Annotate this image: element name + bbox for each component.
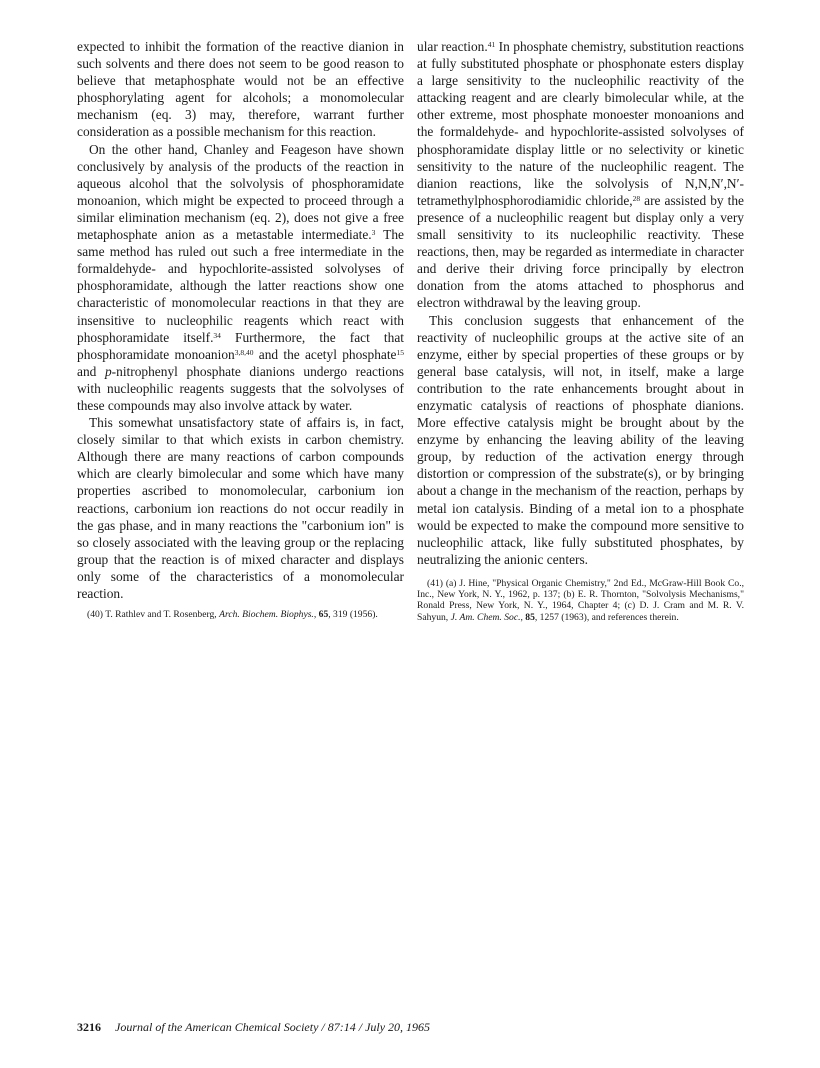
text-run: , 1257 (1963), and references therein. [534,611,679,623]
left-paragraph-1 [77,38,404,141]
text-run: (40) T. Rathlev and T. Rosenberg, [87,609,220,621]
text-run: (41) (a) J. Hine, "Physical Organic Chemistry," 2nd Ed., McGraw-Hill Book Co., Inc., New York, N. Y., 1962, p. 137; (b) E. R. Thornton, "Solvolysis Mechanisms," Ronald Press, New York, N. Y., 1964, Chapter 4; (c) D. J. Cram and M. R. V. Sahyun, [417,577,744,623]
page-footer [77,1020,430,1035]
text-run: ular reaction. [417,39,488,54]
left-paragraph-3 [77,414,404,602]
text-run: expected to inhibit the formation of the reactive dianion in such solvents and there does not seem to be good reason to believe that metaphosphate would not be an effective phosphorylating agent for alcohols; a monomolecular mechanism (eq. 3) may, therefore, warrant further consideration as a possible mechanism for this reaction. [77,39,404,140]
volume-number: 85 [525,611,535,623]
left-paragraph-2 [77,141,404,415]
page-number: 3216 [77,1020,101,1034]
text-run: and the acetyl phosphate [253,346,397,362]
volume-number: 65 [318,609,329,621]
text-run: The same method has ruled out such a free intermediate in the formaldehyde- and hypochlorite-assisted solvolyses of phosphoramidate, although the latter reactions show one characteristic of monomolecular reactions in that they are insensitive to nucleophilic reagents which react with phosphoramidate itself. [77,227,404,345]
footnote-40 [77,609,404,620]
ref-superscript: 15 [396,347,404,357]
ref-superscript: 34 [213,330,221,340]
text-run: are assisted by the presence of a nucleophilic reagent but display only a very small sensitivity to its nucleophilic reactivity. These reactions, then, may be regarded as intermediate in character and derive their driving force principally by electron donation from the atoms attached to phosphorus and electron withdrawal by the leaving group. [417,192,744,311]
text-run: This conclusion suggests that enhancement of the reactivity of nucleophilic groups at the active site of an enzyme, either by special properties of these groups or by general base catalysis, will not, in itself, make a large contribution to the rate enhancements brought about in enzymatic catalysis of reactions of phosphate dianions. More effective catalysis might be brought about by the enzyme by enhancing the leaving ability of the leaving group, by reduction of the activation energy through distortion or compression of the substrate(s), or by bringing about a change in the mechanism of the reaction, perhaps by metal ion catalysis. Binding of a metal ion to a phosphate would be expected to make the compound more sensitive to nucleophilic attack, like fully substituted phosphates, by neutralizing the anionic centers. [417,312,744,567]
journal-title: Journal of the American Chemical Society [115,1020,319,1034]
issue-info: / 87:14 / July 20, 1965 [318,1020,431,1034]
text-run: -nitrophenyl phosphate dianions undergo reactions with nucleophilic reagents suggests that the solvolyses of these compounds may also involve attack by water. [77,363,404,413]
right-paragraph-2 [417,312,744,568]
text-run: , 319 (1956). [328,609,378,621]
text-run: In phosphate chemistry, substitution reactions at fully substituted phosphate or phosphonate esters display a large sensitivity to the nucleophilic reactivity of the attacking reagent and are clearly bimolecular while, at the other extreme, most phosphate monoester monoanions and the formaldehyde- and hypochlorite-assisted solvolyses of phosphoramidate display little or no selectivity or kinetic sensitivity to the nature of the nucleophilic reagent. The dianion reactions, like the solvolysis of N,N,N′,N′-tetramethylphosphorodiamidic chloride, [417,39,744,208]
left-column [77,38,404,620]
ref-superscript: 28 [632,193,641,203]
text-run: , [313,609,319,621]
ref-superscript: 41 [487,40,496,49]
ref-superscript: 3 [371,228,376,238]
journal-name: Arch. Biochem. Biophys. [219,609,314,621]
italic-prefix: p [104,363,112,379]
text-run: Furthermore, the fact that phosphoramidate monoanion [77,329,404,362]
text-run: This somewhat unsatisfactory state of affairs is, in fact, closely similar to that which exists in carbon chemistry. Although there are many reactions of carbon compounds which are clearly bimolecular and some which have many properties ascribed to monomolecular, carbonium ion reactions, carbonium ion reactions do not occur readily in the gas phase, and in many reactions the "carbonium ion" is so closely associated with the leaving group or the replacing group that the reaction is of mixed character and displays only some of the characteristics of a monomolecular reaction. [77,415,404,601]
text-run: and [77,363,105,379]
ref-superscript: 3,8,40 [234,347,254,357]
journal-name: J. Am. Chem. Soc. [450,611,521,623]
text-run: , [520,611,526,623]
footnote-41 [417,578,744,623]
right-paragraph-1 [417,38,744,312]
right-column [417,38,744,623]
text-run: On the other hand, Chanley and Feageson have shown conclusively by analysis of the products of the reaction in aqueous alcohol that the solvolysis of phosphoramidate monoanion, which might be expected to proceed through a similar elimination mechanism (eq. 2), does not give a free metaphosphate anion as a metastable intermediate. [77,141,404,243]
